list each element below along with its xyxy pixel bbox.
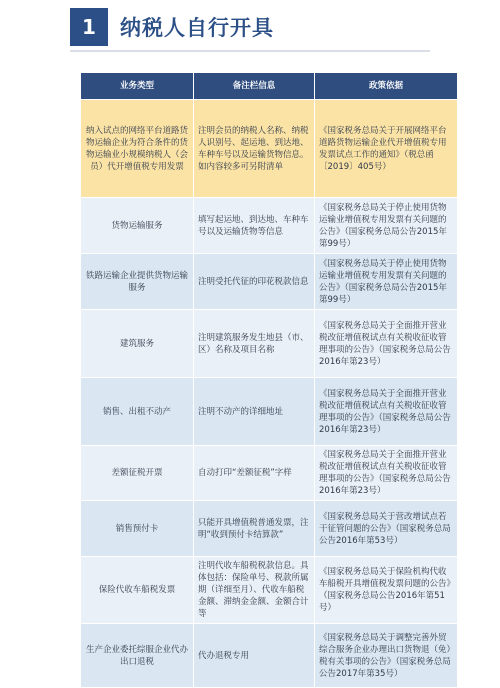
- cell-remark: 注明受托代征的印花税款信息: [194, 254, 315, 310]
- table-row: [81, 557, 458, 624]
- cell-policy: 《国家税务总局关于营改增试点若干征管问题的公告》（国家税务总局公告2016年第53号）: [315, 501, 458, 557]
- table-row: [81, 254, 458, 310]
- cell-remark: 注明代收车船税税款信息。具体包括：保险单号、税款所属期（详细至月）、代收车船税金额、滞纳金金额、金额合计等: [194, 557, 315, 624]
- cell-policy: 《国家税务总局关于调整完善外贸综合服务企业办理出口货物退（免）税有关事项的公告》（国家税务总局公告2017年第35号）: [315, 624, 458, 688]
- table-row: [81, 501, 458, 557]
- section-title: 纳税人自行开具: [120, 16, 274, 40]
- section-header: [70, 8, 274, 46]
- cell-type: 铁路运输企业提供货物运输服务: [81, 254, 194, 310]
- cell-type: 差额征税开票: [81, 446, 194, 501]
- section-number-badge: 1: [70, 8, 108, 46]
- cell-policy: 《国家税务总局关于停止使用货物运输业增值税专用发票有关问题的公告》（国家税务总局公告2015年第99号）: [315, 254, 458, 310]
- table-row: [81, 378, 458, 446]
- cell-remark: 填写起运地、到达地、车种车号以及运输货物等信息: [194, 198, 315, 254]
- header-divider: [70, 50, 430, 52]
- table-row: [81, 100, 458, 198]
- cell-remark: 自动打印“差额征税”字样: [194, 446, 315, 501]
- cell-type: 货物运输服务: [81, 198, 194, 254]
- cell-policy: 《国家税务总局关于停止使用货物运输业增值税专用发票有关问题的公告》（国家税务总局公告2015年第99号）: [315, 198, 458, 254]
- cell-type: 销售、出租不动产: [81, 378, 194, 446]
- cell-type: 纳入试点的网络平台道路货物运输企业为符合条件的货物运输业小规模纳税人（会员）代开增值税专用发票: [81, 100, 194, 198]
- cell-remark: 注明建筑服务发生地县（市、区）名称及项目名称: [194, 310, 315, 378]
- cell-remark: 代办退税专用: [194, 624, 315, 688]
- cell-policy: 《国家税务总局关于开展网络平台道路货物运输企业代开增值税专用发票试点工作的通知》（税总函〔2019〕405号）: [315, 100, 458, 198]
- cell-policy: 《国家税务总局关于全面推开营业税改征增值税试点有关税收征收管理事项的公告》（国家税务总局公告2016年第23号）: [315, 446, 458, 501]
- table-row: [81, 624, 458, 688]
- invoice-remark-table: [80, 72, 458, 688]
- cell-policy: 《国家税务总局关于保险机构代收车船税开具增值税发票问题的公告》（国家税务总局公告2016年第51号）: [315, 557, 458, 624]
- cell-type: 建筑服务: [81, 310, 194, 378]
- cell-type: 销售预付卡: [81, 501, 194, 557]
- table-row: [81, 198, 458, 254]
- cell-type: 保险代收车船税发票: [81, 557, 194, 624]
- column-header-remark: 备注栏信息: [194, 73, 315, 100]
- column-header-type: 业务类型: [81, 73, 194, 100]
- cell-remark: 注明不动产的详细地址: [194, 378, 315, 446]
- cell-remark: 只能开具增值税普通发票，注明“收到预付卡结算款”: [194, 501, 315, 557]
- table-row: [81, 310, 458, 378]
- cell-remark: 注明会员的纳税人名称、纳税人识别号、起运地、到达地、车种车号以及运输货物信息。如内容较多可另附清单: [194, 100, 315, 198]
- column-header-policy: 政策依据: [315, 73, 458, 100]
- table-header-row: [81, 73, 458, 100]
- table-row: [81, 446, 458, 501]
- cell-policy: 《国家税务总局关于全面推开营业税改征增值税试点有关税收征收管理事项的公告》（国家税务总局公告2016年第23号）: [315, 378, 458, 446]
- cell-policy: 《国家税务总局关于全面推开营业税改征增值税试点有关税收征收管理事项的公告》（国家税务总局公告2016年第23号）: [315, 310, 458, 378]
- cell-type: 生产企业委托综服企业代办出口退税: [81, 624, 194, 688]
